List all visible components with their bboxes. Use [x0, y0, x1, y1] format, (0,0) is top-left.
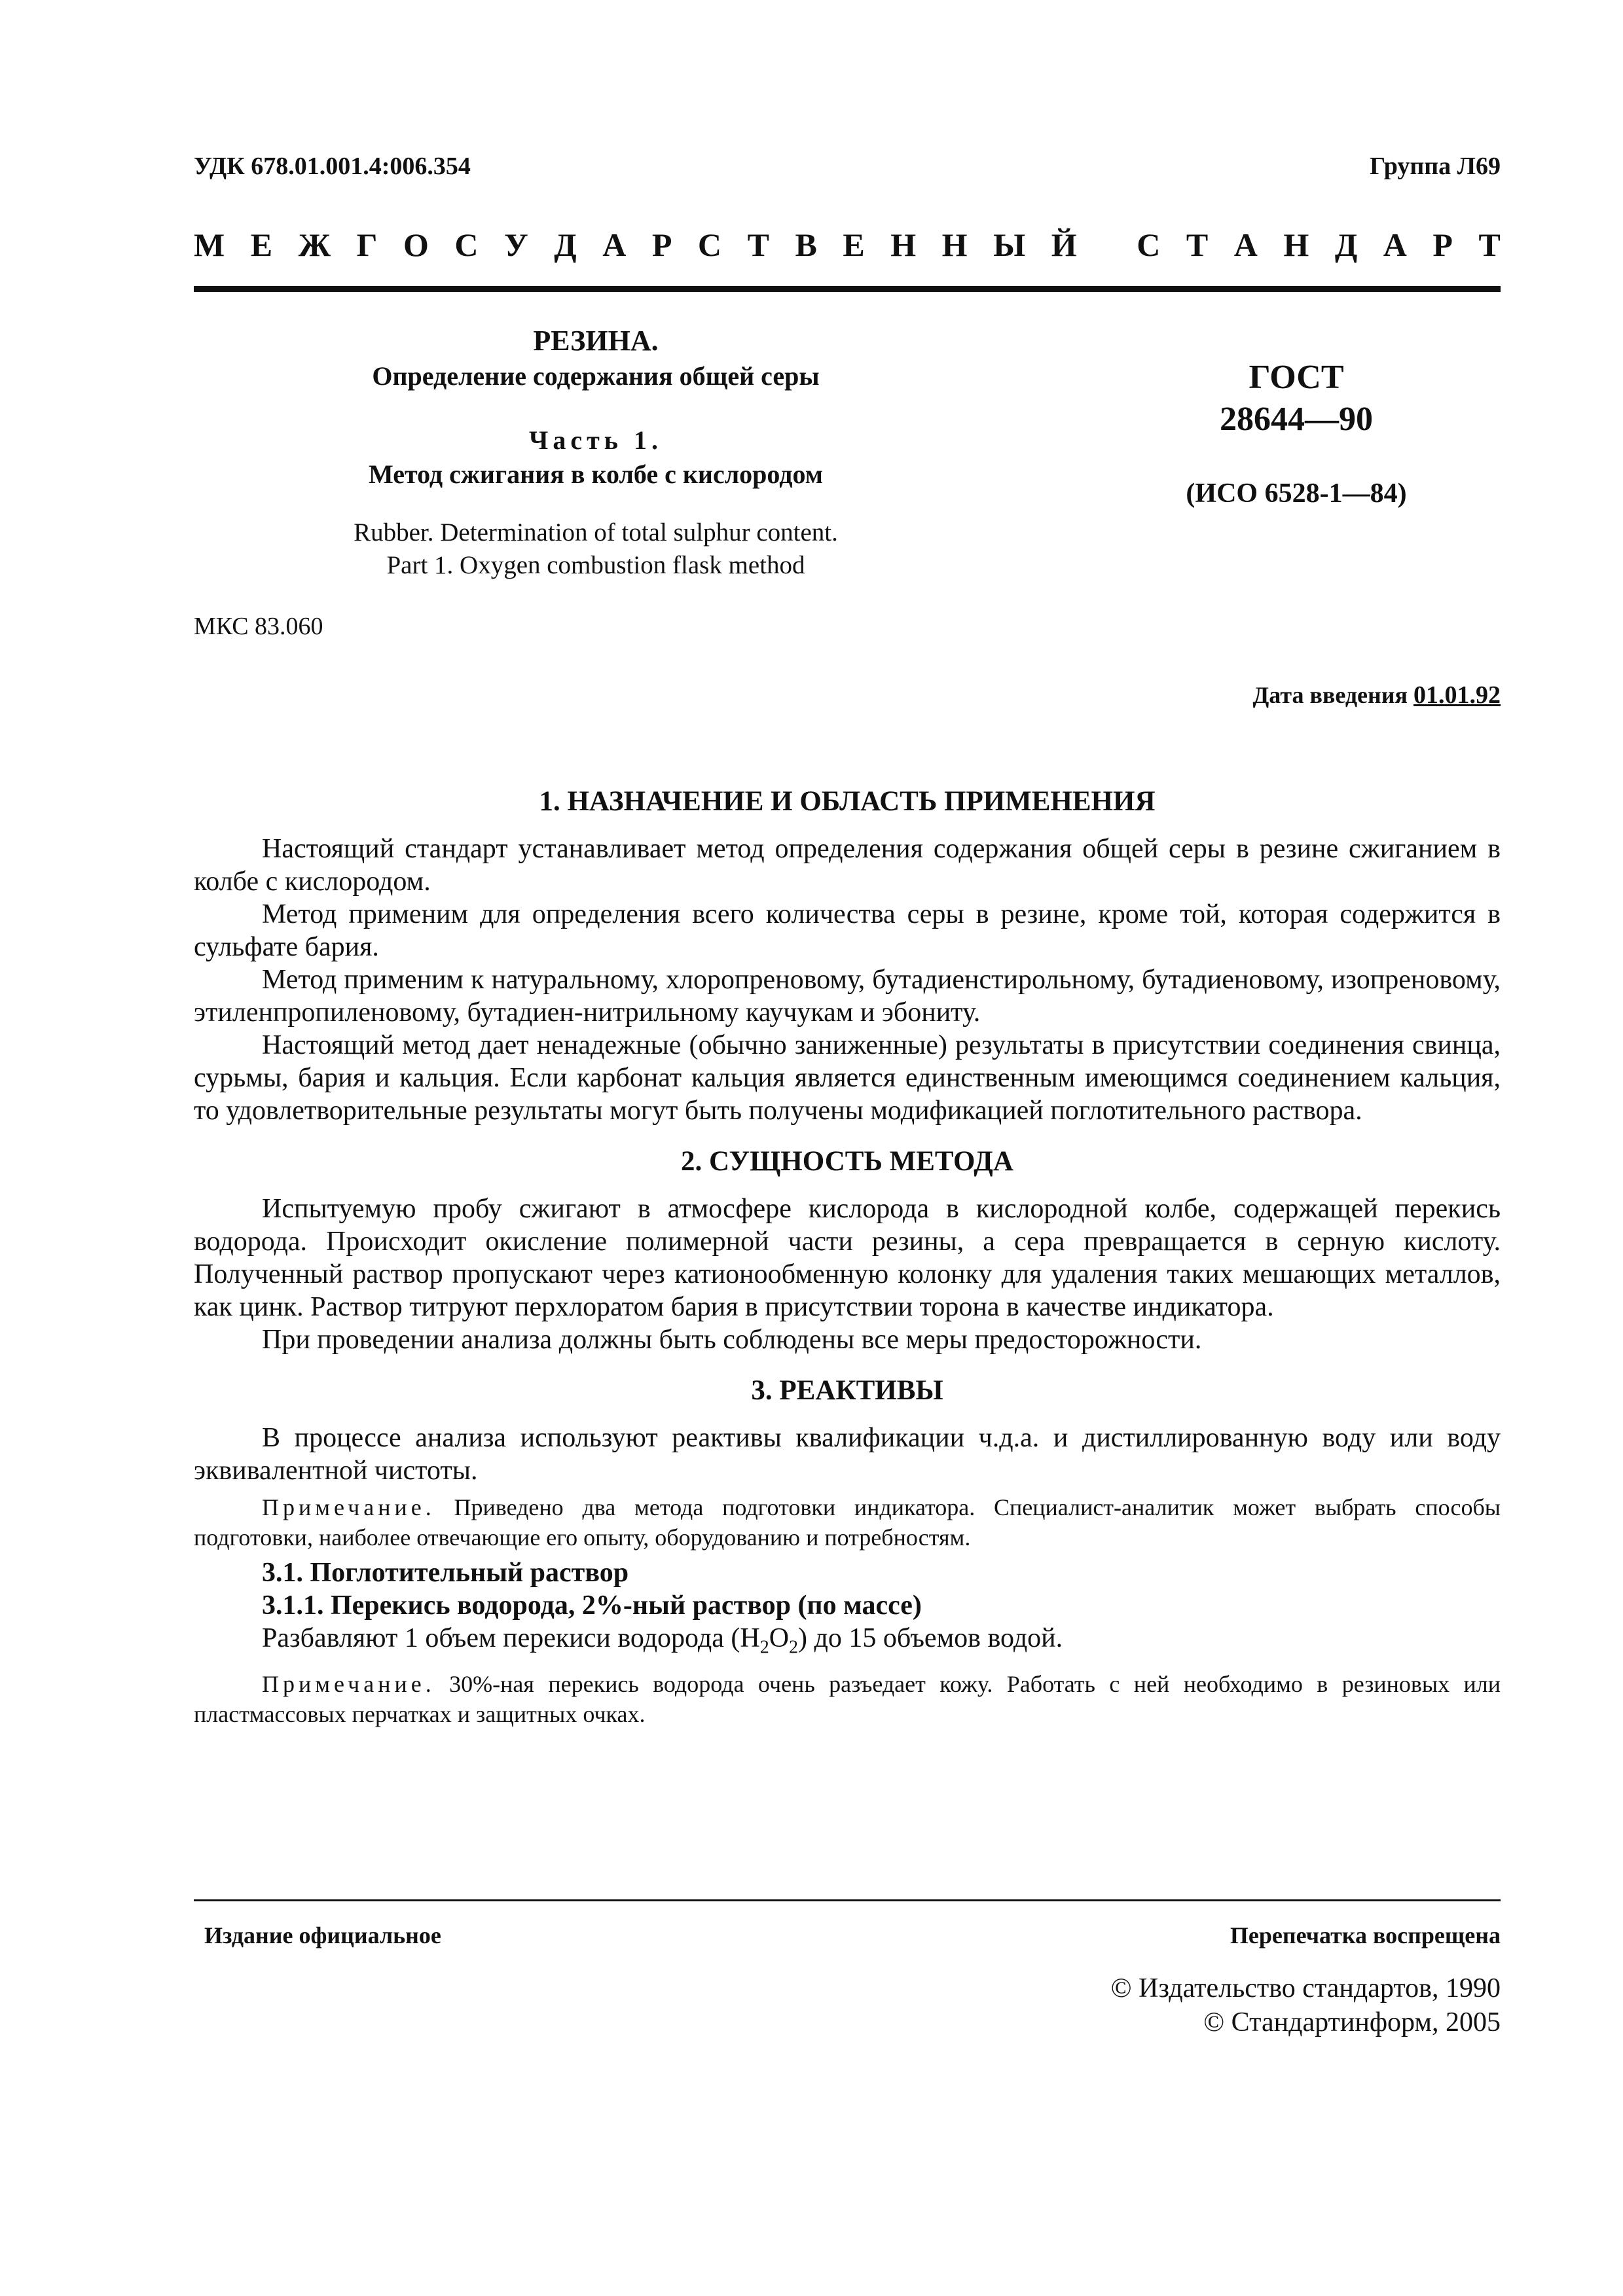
- date-value: 01.01.92: [1413, 681, 1501, 709]
- section-3-note-1: [194, 1492, 1501, 1552]
- subscript-2a: 2: [759, 1637, 769, 1658]
- iso-equivalent: (ИСО 6528-1—84): [1186, 478, 1407, 509]
- title-main: РЕЗИНА.: [533, 325, 659, 357]
- banner-gap: [1103, 226, 1111, 264]
- section-1-paragraph-3: Метод применим к натуральному, хлоропреновому, бутадиенстирольному, бутадиеновому, изопреновому, этиленпропиленовому, бутадиен-нитрильному каучукам и эбониту.: [194, 965, 1501, 1028]
- title-english-line2: Part 1. Oxygen combustion flask method: [386, 551, 805, 579]
- note-1-text: Приведено два метода подготовки индикатора. Специалист-аналитик может выбрать способы подготовки, наиболее отвечающие его опыту, оборудованию и потребностям.: [194, 1494, 1501, 1551]
- note-label-2: Примечание.: [262, 1671, 435, 1698]
- section-2-title: 2. СУЩНОСТЬ МЕТОДА: [681, 1146, 1013, 1177]
- section-3-note-2: [194, 1669, 1501, 1729]
- banner-letter: С: [454, 226, 479, 263]
- date-label: Дата введения: [1252, 682, 1408, 708]
- section-1-paragraph-2: Метод применим для определения всего количества серы в резине, кроме той, которая содержится в сульфате бария.: [194, 899, 1501, 962]
- body-content: [194, 785, 1501, 1729]
- section-1-paragraph-1: Настоящий стандарт устанавливает метод определения содержания общей серы в резине сжиганием в колбе с кислородом.: [194, 834, 1501, 897]
- banner-letter: А: [1233, 226, 1258, 263]
- subsection-3-1: 3.1. Поглотительный раствор: [262, 1558, 629, 1588]
- section-1-paragraph-4: Настоящий метод дает ненадежные (обычно заниженные) результаты в присутствии соединения свинца, сурьмы, бария и кальция. Если карбонат кальция является единственным имеющимся соединением кальция, то удовлетворительные результаты могут быть получены модификацией поглотительного раствора.: [194, 1030, 1501, 1126]
- copyright-2005: © Стандартинформ, 2005: [1203, 2007, 1501, 2037]
- banner-letter: Т: [1186, 226, 1209, 263]
- dilution-text-b: O: [769, 1623, 790, 1653]
- banner-letter: Ы: [993, 226, 1026, 263]
- dilution-text-c: ) до 15 объемов водой.: [798, 1623, 1063, 1653]
- banner-letter: С: [697, 226, 722, 263]
- banner-letter: Р: [651, 226, 672, 263]
- banner-letter: Н: [1283, 226, 1309, 263]
- banner-letter: М: [194, 226, 225, 263]
- subscript-2b: 2: [789, 1637, 799, 1658]
- dilution-text-a: Разбавляют 1 объем перекиси водорода (H: [262, 1623, 760, 1653]
- section-2-paragraph-1: Испытуемую пробу сжигают в атмосфере кислорода в кислородной колбе, содержащей перекись водорода. Происходит окисление полимерной части резины, а сера превращается в серную кислоту. Полученный раствор пропускают через катионообменную колонку для удаления таких мешающих металлов, как цинк. Раствор титруют перхлоратом бария в присутствии торона в качестве индикатора.: [194, 1194, 1501, 1322]
- banner-letter: Р: [1432, 226, 1453, 263]
- banner-letter: А: [602, 226, 627, 263]
- title-english: [308, 516, 884, 582]
- banner-letter: У: [504, 226, 528, 263]
- title-method: Метод сжигания в колбе с кислородом: [368, 459, 823, 489]
- banner-letter: С: [1137, 226, 1161, 263]
- banner-letter: А: [1383, 226, 1407, 263]
- banner-letter: Т: [747, 226, 769, 263]
- official-edition: Издание официальное: [204, 1922, 441, 1948]
- top-rule: [194, 286, 1501, 292]
- banner-letter: О: [403, 226, 429, 263]
- subsection-3-1-1-text: [194, 1622, 1501, 1664]
- subsection-3-1-1: 3.1.1. Перекись водорода, 2%-ный раствор (по массе): [262, 1590, 922, 1621]
- standard-banner: [194, 226, 1501, 264]
- gost-number: 28644—90: [1220, 401, 1373, 438]
- section-1-title: 1. НАЗНАЧЕНИЕ И ОБЛАСТЬ ПРИМЕНЕНИЯ: [539, 786, 1156, 817]
- title-english-line1: Rubber. Determination of total sulphur content.: [354, 518, 838, 547]
- title-part: Часть 1.: [529, 425, 663, 455]
- banner-letter: Д: [554, 226, 577, 263]
- title-subject: Определение содержания общей серы: [372, 361, 820, 391]
- group-code: Группа Л69: [1369, 152, 1501, 180]
- section-3-title: 3. РЕАКТИВЫ: [751, 1375, 943, 1406]
- banner-letter: Е: [250, 226, 273, 263]
- reprint-prohibited: Перепечатка воспрещена: [1230, 1922, 1501, 1948]
- note-2-text: 30%-ная перекись водорода очень разъедает кожу. Работать с ней необходимо в резиновых или пластмассовых перчатках и защитных очках.: [194, 1671, 1501, 1728]
- section-2-paragraph-2: При проведении анализа должны быть соблюдены все меры предосторожности.: [262, 1325, 1202, 1355]
- banner-letter: Г: [356, 226, 378, 263]
- gost-designation: [1159, 357, 1434, 440]
- section-3-paragraph-1: В процессе анализа используют реактивы квалификации ч.д.а. и дистиллированную воду или воду эквивалентной чистоты.: [194, 1423, 1501, 1486]
- banner-letter: Н: [890, 226, 917, 263]
- banner-letter: Е: [843, 226, 865, 263]
- banner-letter: Д: [1334, 226, 1358, 263]
- bottom-rule: [194, 1899, 1501, 1901]
- introduction-date: [1253, 681, 1501, 709]
- banner-letter: Ж: [298, 226, 331, 263]
- copyright-1990: © Издательство стандартов, 1990: [1110, 1973, 1501, 2003]
- banner-letter: В: [795, 226, 817, 263]
- banner-letter: Й: [1051, 226, 1077, 263]
- copyright-block: [1111, 1971, 1501, 2039]
- title-block: [308, 323, 884, 582]
- banner-letter: Т: [1478, 226, 1501, 263]
- note-label: Примечание.: [262, 1494, 435, 1520]
- banner-letter: Н: [941, 226, 968, 263]
- udk-code: УДК 678.01.001.4:006.354: [194, 152, 471, 180]
- gost-label: ГОСТ: [1249, 359, 1344, 396]
- mks-code: МКС 83.060: [194, 613, 323, 640]
